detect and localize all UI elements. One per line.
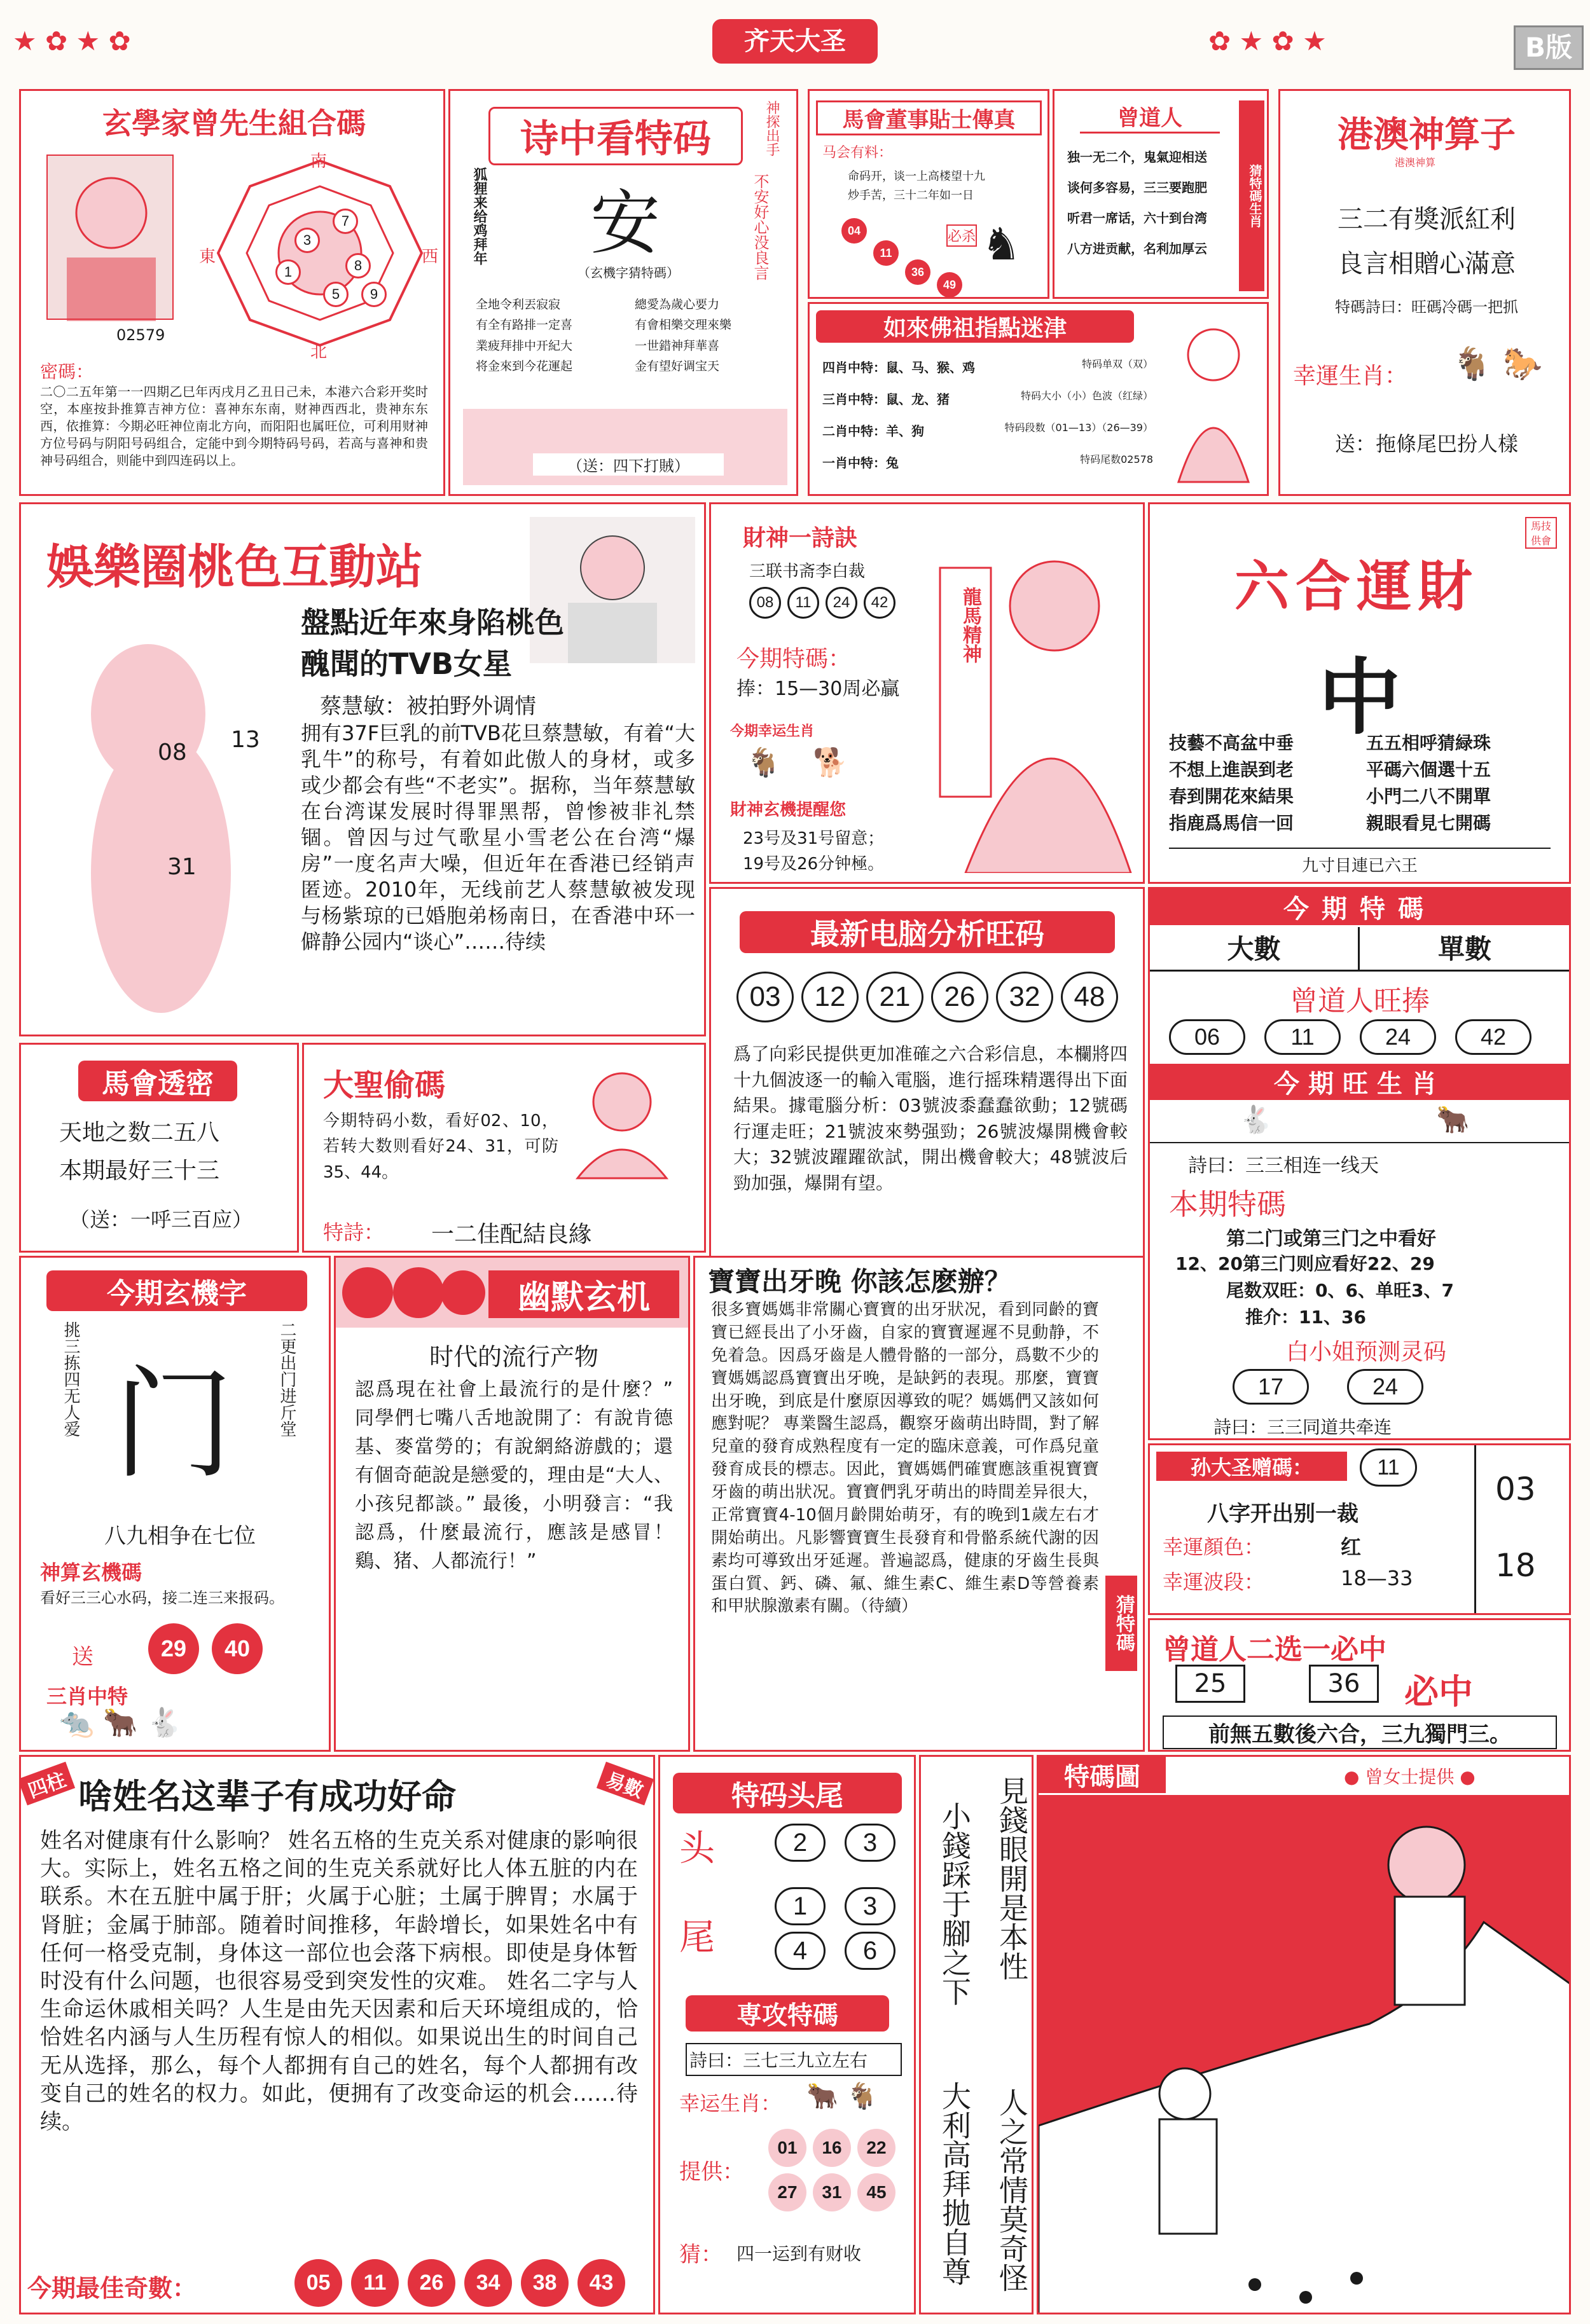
sun-line-1: 八字开出别一裁 bbox=[1207, 1501, 1358, 1527]
panel-hkmacau bbox=[1278, 89, 1571, 496]
hk-line-1: 三二有獎派紅利 bbox=[1338, 205, 1516, 234]
corner-tag: 馬技供會 bbox=[1525, 517, 1557, 549]
panel-jockey-fax bbox=[808, 89, 1049, 299]
panel-title: 馬會董事貼士傳真 bbox=[816, 100, 1042, 135]
panel-title: 寶寶出牙晚 你該怎麽辦？ bbox=[708, 1266, 1011, 1297]
verse-line: 總愛為歲心要力 bbox=[635, 298, 720, 312]
sc-zodiac-header: 今期旺生肖 bbox=[1150, 1064, 1570, 1100]
dir-east: 東 bbox=[199, 247, 216, 266]
js-line-1: 天地之数二五八 bbox=[59, 1120, 220, 1146]
zeng-side: 猜特碼生肖 bbox=[1239, 100, 1264, 291]
name-body: 姓名对健康有什么影响？ 姓名五格的生克关系对健康的影响很大。实际上，姓名五格之间的生克关系就好比人体五脏的内在联系。木在五脏中属于肝；火属于心脏；土属于脾胃；水属于肾脏；金属于肺部。随着时间推移，年龄增长，如果姓名中有任何一格受克制，身体这一部位也会落下病根。即使是身体暂时没有什么问题，也很容易受到突发性的灾难。 姓名二字与人生命运休戚相关吗？人生是由先天因素和后天环境组成的，恰恰姓名内涵与人生历程有惊人的相似。如果说出生的时间自己无从选择，那么，每个人都拥有自己的姓名，每个人都拥有改变自己的姓名的权力。如此，便拥有了改变命运的机会……待续。 bbox=[40, 1828, 638, 2135]
panel-title: 诗中看特码 bbox=[488, 107, 743, 165]
ht-head-label: 头 bbox=[679, 1828, 715, 1869]
scroll-text: 龍馬精神 bbox=[959, 587, 981, 663]
best-ball: 38 bbox=[521, 2259, 569, 2307]
panel-jockey-secret bbox=[19, 1043, 299, 1253]
sun-wave-label: 幸運波段： bbox=[1163, 1570, 1265, 1594]
hk-poem: 特碼詩曰：旺碼冷碼一把抓 bbox=[1335, 298, 1518, 316]
sun-wave-val: 18—33 bbox=[1341, 1566, 1413, 1590]
ht-ball: 2 bbox=[775, 1824, 826, 1862]
vp-col: 見錢眼開是本性 bbox=[995, 1776, 1029, 1981]
rabbit-icon: 🐇 bbox=[146, 1707, 182, 1739]
best-ball: 34 bbox=[464, 2259, 512, 2307]
panel-zeng bbox=[1053, 89, 1269, 299]
rat-icon: 🐀 bbox=[59, 1707, 94, 1739]
sc-special-title: 本期特碼 bbox=[1169, 1187, 1286, 1221]
code-label: 密碼： bbox=[40, 361, 94, 382]
name-best-balls bbox=[294, 2259, 625, 2307]
verse-right bbox=[635, 294, 775, 376]
sun-side-num: 18 bbox=[1495, 1547, 1536, 1584]
ht-tail-label: 尾 bbox=[679, 1917, 715, 1958]
zt-bottom: 前無五數後六合，三九獨門三。 bbox=[1163, 1715, 1557, 1749]
figure-image bbox=[34, 587, 288, 1032]
fg-special-title: 今期特碼： bbox=[736, 646, 852, 672]
dog-icon: 🐕 bbox=[813, 746, 848, 779]
poem-bottom: （送：四下打賊） bbox=[533, 453, 724, 476]
fax-sub: 马会有料： bbox=[822, 145, 893, 161]
sage-poem: 一二佳配結良緣 bbox=[431, 1221, 592, 1248]
goat-icon: 🐐 bbox=[846, 2082, 878, 2111]
panel-mystery-char bbox=[19, 1256, 331, 1752]
goat-icon: 🐐 bbox=[1452, 345, 1492, 382]
verse-line: 業疲拜排中开紀大 bbox=[476, 338, 573, 353]
panel-code-picture bbox=[1037, 1755, 1571, 2314]
header-bar bbox=[0, 0, 1590, 76]
right-poem: 不安好心没良言 bbox=[751, 174, 769, 280]
article-body: 拥有37F巨乳的前TVB花旦蔡慧敏，有着“大乳牛”的称号，有着如此傲人的身材，或多或少都会有些“不老实”。据称，当年蔡慧敏在台湾谋发展时得罪黑帮，曾惨被非礼禁锢。曾因与过气歌星小雪老公在台湾“爆房”一度名声大噪，但近年在香港已经销声匿迹。2010年，无线前艺人蔡慧敏被发现与杨紫琼的已婚胞弟杨南日，在香港中环一僻静公园内“谈心”……待续 bbox=[301, 721, 695, 954]
fg-lucky: 今期幸运生肖 bbox=[730, 724, 815, 739]
sc-zeng-balls bbox=[1169, 1019, 1531, 1055]
mc-send-ball: 40 bbox=[212, 1623, 263, 1674]
sc-ball: 24 bbox=[1360, 1019, 1436, 1055]
ht-guess-label: 猜： bbox=[679, 2242, 722, 2267]
bagua-num: 7 bbox=[333, 209, 358, 234]
buddha-rows bbox=[822, 352, 1153, 479]
fax-text-2: 炒手苦，三十二年如一日 bbox=[848, 189, 974, 202]
row-zodiac: 二肖中特：羊、狗 bbox=[822, 423, 924, 439]
fax-side: 必杀 bbox=[946, 224, 977, 247]
ht-ball: 3 bbox=[845, 1887, 895, 1925]
six-line: 五五相呼猜緑珠 bbox=[1366, 732, 1491, 753]
ht-provide-label: 提供： bbox=[679, 2159, 744, 2185]
zeng-line: 谈何多容易，三三要跑肥 bbox=[1067, 180, 1207, 195]
mc-three-label: 三肖中特 bbox=[46, 1684, 128, 1709]
panel-title: 如來佛祖指點迷津 bbox=[816, 310, 1134, 343]
best-ball: 43 bbox=[577, 2259, 625, 2307]
hk-sub: 港澳神算 bbox=[1395, 156, 1436, 168]
js-send: （送：一呼三百应） bbox=[69, 1207, 252, 1232]
panel-vertical-poem bbox=[919, 1755, 1034, 2314]
horse-icon: 🐎 bbox=[1503, 345, 1543, 382]
mc-bottom: 八九相争在七位 bbox=[104, 1523, 256, 1549]
goat-icon: 🐐 bbox=[746, 746, 781, 779]
panel-title: 幽默玄机 bbox=[488, 1270, 679, 1318]
panel-baby-teeth bbox=[693, 1256, 1145, 1752]
vp-col: 小錢踩于腳之下 bbox=[937, 1801, 972, 2006]
header-stars-right: ✿ ★ ✿ ★ bbox=[1208, 25, 1327, 57]
panel-sun-gift bbox=[1148, 1443, 1571, 1615]
fg-tip-1: 23号及31号留意； bbox=[743, 829, 885, 848]
ht-poem: 詩曰：三七三九立左右 bbox=[686, 2043, 902, 2076]
dir-west: 西 bbox=[422, 247, 439, 266]
ht-provide-ball: 45 bbox=[857, 2173, 895, 2211]
sun-ball: 11 bbox=[1360, 1448, 1417, 1487]
six-line: 平碼六個選十五 bbox=[1366, 759, 1491, 780]
six-line: 不想上進誤到老 bbox=[1169, 759, 1294, 780]
mc-calc-title: 神算玄機碼 bbox=[40, 1560, 142, 1585]
headline-2: 醜聞的TVB女星 bbox=[301, 647, 513, 681]
panel-title: 特码头尾 bbox=[673, 1773, 902, 1813]
panel-entertainment bbox=[19, 502, 706, 1036]
ht-provide-ball: 27 bbox=[768, 2173, 806, 2211]
computer-balls bbox=[736, 972, 1118, 1022]
sc-ball: 11 bbox=[1264, 1019, 1341, 1055]
best-ball: 26 bbox=[408, 2259, 455, 2307]
computer-body: 爲了向彩民提供更加准確之六合彩信息，本欄將四十九個波逐一的輸入電腦，進行摇珠精選得出下面結果。據電腦分析：03號波黍蠢蠢欲動；12號碼行運走旺；21號波來勢强勁；26號波爆開機會較大；32號波躍躍欲試，開出機會較大；48號波后勁加强，爆開有望。 bbox=[733, 1043, 1128, 1193]
poem-caption: （玄機字猜特碼） bbox=[577, 265, 679, 280]
dir-south: 南 bbox=[310, 152, 328, 171]
panel-title: 特碼圖 bbox=[1039, 1757, 1166, 1793]
verse-line: 全地令利丟寂寂 bbox=[476, 298, 561, 312]
computer-ball: 32 bbox=[996, 972, 1053, 1022]
rabbit-icon: 🐇 bbox=[1239, 1104, 1273, 1135]
sc-ball: 06 bbox=[1169, 1019, 1245, 1055]
sun-side bbox=[1474, 1445, 1570, 1614]
verse-line: 金有望好调宝天 bbox=[635, 359, 720, 373]
sub-code: 02579 bbox=[116, 326, 165, 344]
ht-lucky: 幸运生肖： bbox=[679, 2091, 782, 2115]
sc-poem: 詩曰：三三相连一线天 bbox=[1188, 1155, 1379, 1177]
panel-title: 今期玄機字 bbox=[46, 1270, 307, 1311]
provider: ● 曾女士提供 ● bbox=[1344, 1766, 1476, 1787]
buddha-image bbox=[1166, 317, 1261, 488]
monkey-image bbox=[546, 1057, 692, 1185]
zt-tag: 必中 bbox=[1404, 1672, 1473, 1712]
sc-big: 大數 bbox=[1150, 927, 1360, 972]
zt-num: 36 bbox=[1309, 1665, 1379, 1703]
zeng-lines bbox=[1067, 142, 1233, 264]
teeth-body: 很多寶媽媽非常關心寶寶的出牙狀况，看到同齡的寶寶已經長出了小牙齒，自家的寶寶遲遲不見動静，不免着急。因爲牙齒是人體骨骼的一部分，爲數不少的寶媽媽認爲寶寶出牙晚，是缺鈣的表現。那麼，寶寶出牙晚，到底是什麼原因導致的呢？媽媽們又該如何應對呢？ 專業醫生認爲，觀察牙齒萌出時間，對了解兒童的發育成熟程度有一定的臨床意義，可作爲兒童發育成長的標志。因此，寶媽媽們確實應該重視寶寶牙齒的萌出狀况。寶寶們乳牙萌出的時間差异很大，正常寶寶4-10個月齡開始萌牙，有的晚到1歲左右才開始萌出。凡影響寶寶生長發育和骨骼系統代謝的因素均可導致出牙延遲。普遍認爲，健康的牙齒生長與蛋白質、鈣、磷、氟、維生素C、維生素D等營養素和甲狀腺激素有關。（待續） bbox=[711, 1300, 1099, 1616]
img-num: 31 bbox=[167, 854, 197, 880]
computer-ball: 48 bbox=[1061, 972, 1118, 1022]
panel-poem-code bbox=[448, 89, 798, 496]
panel-fortune-god bbox=[709, 502, 1145, 884]
hk-send: 送：拖條尾巴扮人樣 bbox=[1334, 432, 1518, 456]
sc-ball: 24 bbox=[1347, 1369, 1423, 1405]
zeng-line: 独一无二个，鬼氣迎相送 bbox=[1067, 149, 1207, 165]
panel-special-code bbox=[1148, 887, 1571, 1440]
panel-title: 啥姓名这辈子有成功好命 bbox=[78, 1777, 456, 1817]
dir-north: 北 bbox=[310, 343, 328, 362]
sage-body: 今期特码小数，看好02、10，若转大数则看好24、31，可防35、44。 bbox=[323, 1111, 558, 1182]
panel-sage-steal bbox=[302, 1043, 706, 1253]
big-char: 中 bbox=[1318, 649, 1401, 746]
sc-bai-title: 白小姐预测灵码 bbox=[1285, 1339, 1446, 1365]
zeng-line: 听君一席话，六十到台湾 bbox=[1067, 210, 1207, 226]
sc-ball: 42 bbox=[1455, 1019, 1531, 1055]
six-line: 小門二八不開單 bbox=[1366, 786, 1491, 807]
header-title: 齐天大圣 bbox=[712, 19, 878, 64]
fax-ball: 36 bbox=[905, 259, 930, 285]
panel-humor bbox=[334, 1256, 690, 1752]
row-info: 特码单双（双） bbox=[1081, 358, 1153, 370]
ht-guess: 四一运到有财收 bbox=[736, 2243, 862, 2264]
verse-line: 将金來到今花運起 bbox=[476, 359, 573, 373]
subject-line: 蔡慧敏：被拍野外调情 bbox=[320, 694, 536, 719]
sc-line-4: 推介：11、36 bbox=[1245, 1307, 1366, 1328]
name-right-tag: 易數 bbox=[597, 1762, 654, 1806]
six-line: 指鹿爲馬信一回 bbox=[1169, 813, 1294, 834]
edition-badge: B版 bbox=[1514, 25, 1584, 70]
panel-title: 大聖偷碼 bbox=[323, 1068, 446, 1103]
mc-send-ball: 29 bbox=[148, 1623, 199, 1674]
humor-headline: 时代的流行产物 bbox=[429, 1343, 598, 1371]
mc-right: 二更出门进斤堂 bbox=[277, 1321, 296, 1437]
js-line-2: 本期最好三十三 bbox=[59, 1158, 220, 1184]
teeth-side: 猜特碼 bbox=[1105, 1576, 1137, 1671]
fg-poem: 三联书斋李白裁 bbox=[749, 562, 866, 581]
mc-calc-text: 看好三三心水码，接二连三来报码。 bbox=[40, 1589, 284, 1607]
row-zodiac: 一肖中特：兔 bbox=[822, 455, 899, 471]
code-illustration bbox=[1039, 1795, 1571, 2314]
sc-zeng-title: 曾道人旺捧 bbox=[1290, 985, 1430, 1017]
name-best-label: 今期最佳奇數： bbox=[27, 2274, 197, 2302]
sc-header: 今期特碼 bbox=[1150, 889, 1570, 925]
six-line: 春到開花來結果 bbox=[1169, 786, 1294, 807]
sun-color-val: 红 bbox=[1341, 1535, 1362, 1559]
bagua-diagram bbox=[199, 148, 441, 362]
mc-left: 挑三拣四无人爱 bbox=[61, 1321, 80, 1437]
computer-ball: 21 bbox=[866, 972, 923, 1022]
verse-line: 有全有路排一定喜 bbox=[476, 318, 573, 333]
portrait-image bbox=[46, 155, 174, 320]
ht-attack-title: 専攻特碼 bbox=[686, 1995, 889, 2032]
zt-num: 25 bbox=[1175, 1665, 1245, 1703]
sc-odd: 單數 bbox=[1360, 927, 1570, 972]
six-line: 技藝不高盆中垂 bbox=[1169, 732, 1294, 753]
panel-title: 娛樂圈桃色互動站 bbox=[46, 540, 423, 595]
verse-line: 有會相樂交理來樂 bbox=[635, 318, 732, 333]
bagua-num: 3 bbox=[294, 228, 320, 253]
sc-bai-poem: 詩曰：三三同道共牵连 bbox=[1213, 1417, 1392, 1438]
sc-line-2: 12、20第三门则应看好22、29 bbox=[1175, 1253, 1435, 1274]
panel-combo-code bbox=[19, 89, 445, 496]
sage-poem-label: 特詩： bbox=[323, 1220, 385, 1244]
panel-title: 馬會透密 bbox=[78, 1061, 237, 1101]
mc-send-label: 送 bbox=[72, 1644, 93, 1670]
panel-buddha bbox=[808, 302, 1269, 496]
panel-title: 港澳神算子 bbox=[1338, 114, 1516, 156]
ht-provide-ball: 01 bbox=[768, 2129, 806, 2167]
fg-tip-title: 財神玄機提醒您 bbox=[730, 801, 847, 820]
fortune-god-image bbox=[927, 530, 1137, 873]
panel-title: 財神一詩訣 bbox=[743, 525, 858, 551]
panel-title: 孙大圣赠碼： bbox=[1156, 1452, 1347, 1481]
panel-title: 玄學家曾先生組合碼 bbox=[102, 106, 366, 141]
ox-icon: 🐂 bbox=[806, 2082, 838, 2111]
computer-ball: 03 bbox=[736, 972, 794, 1022]
panel-title: 最新电脑分析旺码 bbox=[740, 911, 1115, 953]
fax-ball: 11 bbox=[873, 240, 899, 266]
header-stars: ★ ✿ ★ ✿ bbox=[13, 25, 131, 57]
ht-ball: 3 bbox=[845, 1824, 895, 1862]
panel-head-tail bbox=[658, 1755, 916, 2314]
mc-big: 门 bbox=[113, 1354, 234, 1495]
hk-line-2: 良言相贈心滿意 bbox=[1338, 249, 1516, 278]
headline-1: 盤點近年來身陷桃色 bbox=[301, 605, 564, 640]
ox-icon: 🐂 bbox=[1436, 1104, 1470, 1135]
panel-six-fortune bbox=[1148, 502, 1571, 884]
ht-zodiacs bbox=[806, 2081, 878, 2111]
sun-side-num: 03 bbox=[1495, 1471, 1536, 1508]
fg-tip-2: 19号及26分钟極。 bbox=[743, 855, 885, 874]
mc-zodiacs bbox=[59, 1706, 181, 1739]
fg-special: 捧：15—30周必贏 bbox=[736, 678, 900, 700]
bagua-num: 1 bbox=[275, 259, 301, 285]
fg-balls bbox=[749, 587, 895, 619]
best-ball: 11 bbox=[351, 2259, 399, 2307]
sc-line-3: 尾数双旺：0、6、单旺3、7 bbox=[1226, 1280, 1454, 1301]
big-char: 安 bbox=[590, 182, 660, 264]
fg-ball: 42 bbox=[864, 587, 895, 619]
fg-ball: 11 bbox=[787, 587, 819, 619]
fg-ball: 08 bbox=[749, 587, 781, 619]
vp-col: 人之常情莫奇怪 bbox=[995, 2087, 1029, 2292]
ht-ball: 1 bbox=[775, 1887, 826, 1925]
side-label: 神探出手 bbox=[764, 100, 780, 156]
six-bottom: 九寸目連已六王 bbox=[1169, 848, 1551, 876]
ox-icon: 🐂 bbox=[102, 1707, 138, 1739]
verse-line: 一世錯神拜華喜 bbox=[635, 338, 720, 353]
six-left bbox=[1169, 730, 1360, 837]
panel-title: 曾道人 bbox=[1080, 100, 1220, 134]
sc-bai-balls bbox=[1233, 1369, 1423, 1405]
ht-provide-ball: 16 bbox=[813, 2129, 851, 2167]
zeng-line: 八方进贡献，名利加厚云 bbox=[1067, 241, 1207, 256]
left-poem: 狐狸来给鸡拜年 bbox=[471, 167, 487, 265]
six-right bbox=[1366, 730, 1563, 837]
fax-text-1: 命码开，谈一上高楼望十九 bbox=[848, 170, 985, 183]
computer-ball: 26 bbox=[931, 972, 988, 1022]
bagua-num: 9 bbox=[361, 282, 387, 307]
sun-color-label: 幸運顏色： bbox=[1163, 1535, 1265, 1559]
sc-line-1: 第二门或第三门之中看好 bbox=[1226, 1228, 1436, 1250]
row-zodiac: 三肖中特：鼠、龙、猪 bbox=[822, 392, 950, 407]
verse-left bbox=[476, 294, 616, 376]
vp-col: 大利高拜拋自尊 bbox=[937, 2081, 972, 2286]
panel-title: 曾道人二选一必中 bbox=[1163, 1633, 1386, 1666]
combo-text: 二〇二五年第一一四期乙巳年丙戌月乙丑日己未，本港六合彩开奖时空，本座按卦推算吉神方位：喜神东东南，财神西西北，贵神东东西，依推算：今期必旺神位南北方向，而阳阳也属旺位，可利用财神方位号码与阴阳号码组合，定能中到今期特码号码，若高与喜神和贵神号码组合，则能中到四连码以上。 bbox=[40, 384, 428, 468]
hk-lucky-label: 幸運生肖： bbox=[1293, 363, 1408, 389]
row-zodiac: 四肖中特：鼠、马、猴、鸡 bbox=[822, 360, 975, 375]
panel-title: 六合運財 bbox=[1234, 555, 1479, 619]
sc-zodiac-row bbox=[1150, 1099, 1570, 1143]
row-info: 特码尾数02578 bbox=[1080, 453, 1153, 465]
row-info: 特码大小（小）色波（红绿） bbox=[1020, 390, 1153, 402]
panel-name bbox=[19, 1755, 655, 2314]
row-info: 特码段数（01—13）（26—39） bbox=[1004, 422, 1153, 434]
ht-provide-ball: 22 bbox=[857, 2129, 895, 2167]
ht-ball: 4 bbox=[775, 1932, 826, 1970]
panel-zeng-two bbox=[1148, 1618, 1571, 1752]
panel-computer bbox=[709, 887, 1145, 1281]
bagua-num: 5 bbox=[323, 282, 349, 307]
sc-ball: 17 bbox=[1233, 1369, 1309, 1405]
horse-icon: ♞ bbox=[981, 218, 1021, 270]
six-line: 親眼看見七開碼 bbox=[1366, 813, 1491, 834]
best-ball: 05 bbox=[294, 2259, 342, 2307]
ht-provide-ball: 31 bbox=[813, 2173, 851, 2211]
name-left-tag: 四柱 bbox=[19, 1762, 75, 1806]
img-num: 13 bbox=[231, 727, 260, 753]
computer-ball: 12 bbox=[801, 972, 859, 1022]
fax-ball: 04 bbox=[841, 218, 867, 244]
fax-ball: 49 bbox=[937, 272, 962, 298]
fg-ball: 24 bbox=[826, 587, 857, 619]
bagua-num: 8 bbox=[345, 253, 371, 278]
ht-ball: 6 bbox=[845, 1932, 895, 1970]
humor-body: 認爲現在社會上最流行的是什麼？” 同學們七嘴八舌地說開了：有說肯德基、麥當勞的；有說網絡游戲的；還有個奇葩說是戀愛的，理由是“大人、小孩兒都談。” 最後，小明發言：“我認爲，什麼最流行，應該是感冒！鷄、猪、人都流行！” bbox=[355, 1379, 673, 1572]
img-num: 08 bbox=[158, 739, 187, 766]
